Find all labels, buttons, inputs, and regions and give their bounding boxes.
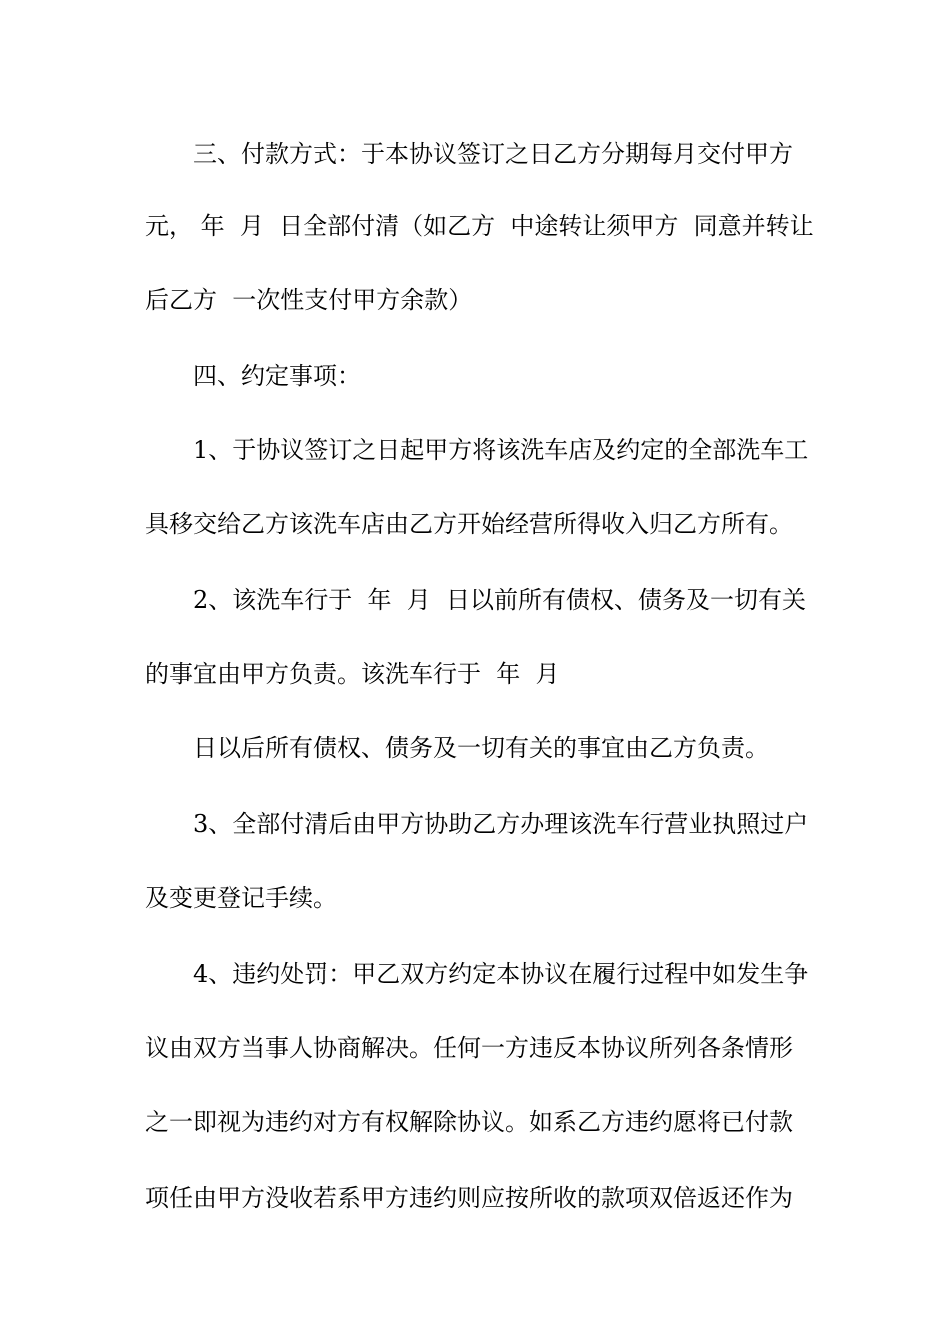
item-1-line-1: 1、于协议签订之日起甲方将该洗车店及约定的全部洗车工 <box>193 436 809 464</box>
item-2-line-2: 的事宜由甲方负责。该洗车行于 年 月 <box>145 660 560 688</box>
section-4-heading: 四、约定事项： <box>193 362 361 390</box>
item-4-line-4: 项任由甲方没收若系甲方违约则应按所收的款项双倍返还作为 <box>145 1184 793 1212</box>
item-3-line-2: 及变更登记手续。 <box>145 884 337 912</box>
item-2-line-1: 2、该洗车行于 年 月 日以前所有债权、债务及一切有关 <box>193 586 807 614</box>
paragraph-3-line-1: 三、付款方式：于本协议签订之日乙方分期每月交付甲方 <box>193 140 793 168</box>
paragraph-3-line-2: 元， 年 月 日全部付清（如乙方 中途转让须甲方 同意并转让 <box>145 212 814 240</box>
item-4-line-3: 之一即视为违约对方有权解除协议。如系乙方违约愿将已付款 <box>145 1108 793 1136</box>
item-4-line-1: 4、违约处罚：甲乙双方约定本协议在履行过程中如发生争 <box>193 960 809 988</box>
item-2-line-3: 日以后所有债权、债务及一切有关的事宜由乙方负责。 <box>193 734 769 762</box>
item-3-line-1: 3、全部付清后由甲方协助乙方办理该洗车行营业执照过户 <box>193 810 809 838</box>
paragraph-3-line-3: 后乙方 一次性支付甲方余款） <box>145 286 473 314</box>
item-4-line-2: 议由双方当事人协商解决。任何一方违反本协议所列各条情形 <box>145 1034 793 1062</box>
item-1-line-2: 具移交给乙方该洗车店由乙方开始经营所得收入归乙方所有。 <box>145 510 793 538</box>
